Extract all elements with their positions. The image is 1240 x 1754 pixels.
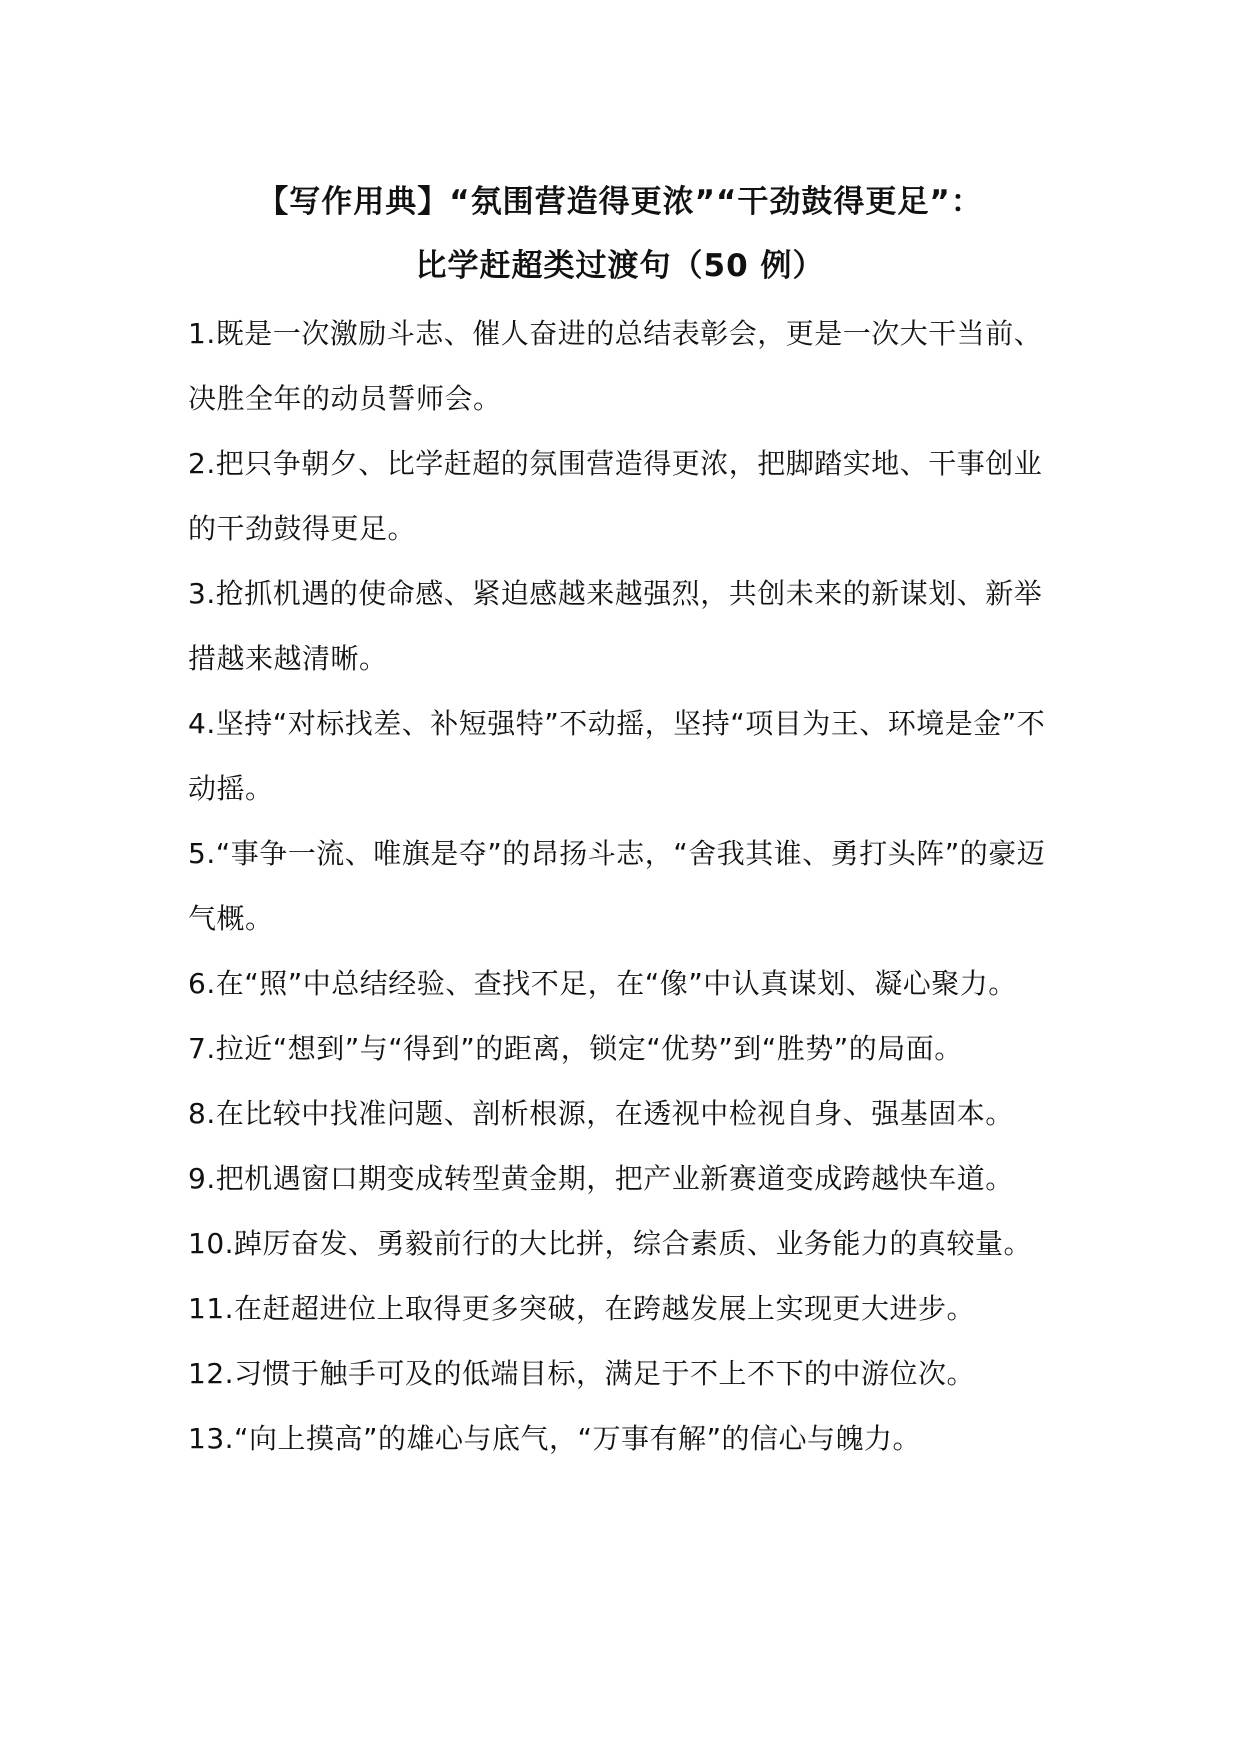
list-item: 10.踔厉奋发、勇毅前行的大比拼，综合素质、业务能力的真较量。 [188, 1227, 1033, 1260]
list-item: 12.习惯于触手可及的低端目标，满足于不上不下的中游位次。 [188, 1357, 976, 1390]
document-title-line-2: 比学赶超类过渡句（50 例） [415, 248, 825, 284]
list-item: 7.拉近“想到”与“得到”的距离，锁定“优势”到“胜势”的局面。 [188, 1032, 963, 1065]
transition-sentence-list [188, 301, 1068, 1471]
list-item: 1.既是一次激励斗志、催人奋进的总结表彰会，更是一次大干当前、决胜全年的动员誓师会。 [188, 317, 1043, 415]
document-title-line-1: 【写作用典】“氛围营造得更浓”“干劲鼓得更足”： [257, 184, 983, 220]
list-item: 2.把只争朝夕、比学赶超的氛围营造得更浓，把脚踏实地、干事创业的干劲鼓得更足。 [188, 447, 1043, 545]
list-item: 5.“事争一流、唯旗是夺”的昂扬斗志，“舍我其谁、勇打头阵”的豪迈气概。 [188, 837, 1046, 935]
list-item: 6.在“照”中总结经验、查找不足，在“像”中认真谋划、凝心聚力。 [188, 967, 1017, 1000]
list-item: 8.在比较中找准问题、剖析根源，在透视中检视自身、强基固本。 [188, 1097, 1014, 1130]
list-item: 4.坚持“对标找差、补短强特”不动摇，坚持“项目为王、环境是金”不动摇。 [188, 707, 1046, 805]
list-item: 9.把机遇窗口期变成转型黄金期，把产业新赛道变成跨越快车道。 [188, 1162, 1014, 1195]
list-item: 11.在赶超进位上取得更多突破，在跨越发展上实现更大进步。 [188, 1292, 976, 1325]
list-item: 13.“向上摸高”的雄心与底气，“万事有解”的信心与魄力。 [188, 1422, 922, 1455]
list-item: 3.抢抓机遇的使命感、紧迫感越来越强烈，共创未来的新谋划、新举措越来越清晰。 [188, 577, 1043, 675]
